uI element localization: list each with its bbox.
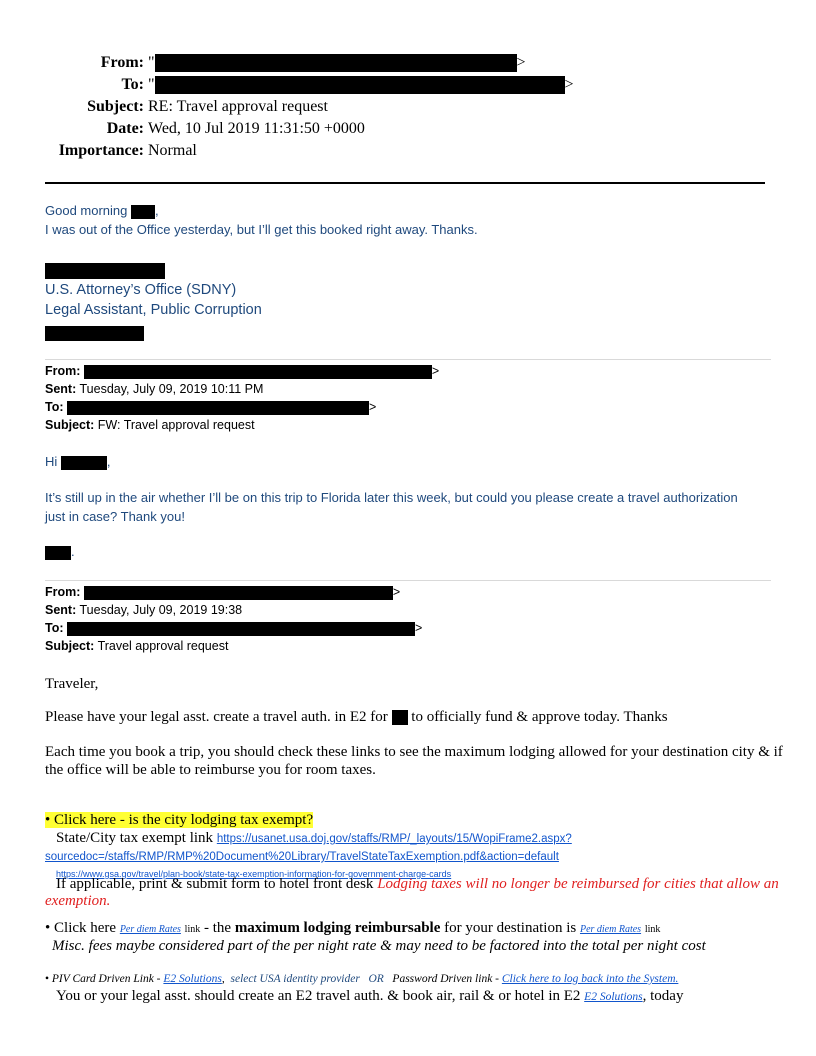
- e2-solutions-link[interactable]: E2 Solutions: [163, 973, 222, 985]
- redaction-block: [84, 365, 432, 379]
- header-from-row: From: " >: [0, 52, 816, 74]
- message-separator: [45, 580, 771, 581]
- fw1-greeting: Hi ,: [45, 454, 111, 469]
- fw1-to: To: >: [45, 400, 377, 414]
- header-subject: RE: Travel approval request: [148, 98, 328, 115]
- fw1-body-line: just in case? Thank you!: [45, 509, 185, 524]
- fw1-body-line: It’s still up in the air whether I’ll be on this trip to Florida later this week, but could you please create a travel authorization: [45, 490, 738, 505]
- header-to-row: To: " >: [0, 74, 816, 96]
- header-date-label: Date:: [106, 120, 144, 137]
- fw1-from: From: >: [45, 364, 440, 378]
- header-divider: [45, 182, 765, 184]
- signature-name-redaction: [45, 262, 165, 280]
- redaction-block: [131, 205, 155, 219]
- redaction-block: [45, 546, 71, 560]
- gsa-tax-exemption-link[interactable]: https://www.gsa.gov/travel/plan-book/state-tax-exemption-information-for-government-charge-cards: [56, 869, 452, 879]
- header-date-row: [0, 118, 816, 140]
- bullet-e2-login: • PIV Card Driven Link - E2 Solutions, select USA identity provider OR Password Driven link - Click here to log back into the System.: [45, 973, 679, 985]
- per-diem-note: Misc. fees maybe considered part of the per night rate & may need to be factored into the total per night cost: [52, 938, 706, 954]
- per-diem-link[interactable]: Per diem Rates: [119, 924, 181, 935]
- signature-phone-redaction: [45, 324, 144, 342]
- header-importance: Normal: [148, 142, 197, 159]
- fw2-sent: Sent: Tuesday, July 09, 2019 19:38: [45, 603, 243, 617]
- bullet-tax-exempt[interactable]: [45, 812, 313, 829]
- original-salutation: Traveler,: [45, 676, 99, 692]
- bullet-dot-icon: •: [45, 812, 51, 828]
- signature-role: Legal Assistant, Public Corruption: [45, 302, 262, 318]
- header-subject-row: [0, 96, 816, 118]
- tax-exempt-link-continued: [45, 847, 559, 865]
- redaction-block: [392, 710, 408, 725]
- per-diem-link[interactable]: Per diem Rates: [579, 924, 642, 935]
- redaction-block: [67, 622, 415, 636]
- fw2-subject: Subject: Travel approval request: [45, 639, 229, 653]
- fw1-signoff: .: [45, 544, 75, 560]
- original-paragraph-1: Please have your legal asst. create a travel auth. in E2 for to officially fund & approve today. Thanks: [45, 709, 668, 725]
- bullet-per-diem: • Click here Per diem Rates link - the maximum lodging reimbursable for your destination is Per diem Rates link: [45, 920, 661, 936]
- message-separator: [45, 359, 771, 360]
- tax-exempt-link-line: State/City tax exempt link https://usanet.usa.doj.gov/staffs/RMP/_layouts/15/WopiFrame2.aspx?: [56, 830, 572, 846]
- reply-greeting: Good morning ,: [45, 203, 159, 218]
- signature-org: U.S. Attorney’s Office (SDNY): [45, 282, 237, 298]
- fw1-sent: Sent: Tuesday, July 09, 2019 10:11 PM: [45, 382, 264, 396]
- fw1-subject: Subject: FW: Travel approval request: [45, 418, 255, 432]
- original-paragraph-2: Each time you book a trip, you should check these links to see the maximum lodging allowed for your destination city & if: [45, 744, 783, 760]
- bullet-dot-icon: •: [45, 973, 50, 985]
- e2-solutions-link[interactable]: E2 Solutions: [584, 991, 643, 1003]
- header-date: Wed, 10 Jul 2019 11:31:50 +0000: [148, 120, 365, 137]
- redaction-block: [84, 586, 393, 600]
- lodging-tax-warning: Lodging taxes will no longer be reimbursed for cities that allow an: [377, 876, 779, 892]
- password-login-link[interactable]: Click here to log back into the System.: [501, 973, 679, 985]
- fw2-to: To: >: [45, 621, 423, 635]
- tax-exempt-link[interactable]: https://usanet.usa.doj.gov/staffs/RMP/_layouts/15/WopiFrame2.aspx?: [216, 833, 572, 845]
- header-subject-label: Subject:: [87, 98, 144, 115]
- original-paragraph-2: the office will be able to reimburse you for room taxes.: [45, 762, 376, 778]
- lodging-tax-warning-continued: exemption.: [45, 893, 111, 909]
- redaction-block: [155, 54, 517, 72]
- email-header: [0, 0, 816, 170]
- redaction-block: [67, 401, 369, 415]
- tax-exempt-title: Click here - is the city lodging tax exempt?: [54, 812, 314, 828]
- header-to-label: To:: [121, 76, 144, 93]
- reply-line: I was out of the Office yesterday, but I’ll get this booked right away. Thanks.: [45, 222, 478, 237]
- redaction-block: [61, 456, 107, 470]
- fw2-from: From: >: [45, 585, 401, 599]
- e2-instructions: You or your legal asst. should create an E2 travel auth. & book air, rail & or hotel in E2 E2 Solutions, today: [56, 988, 684, 1004]
- header-from-label: From:: [100, 54, 144, 71]
- redaction-block: [155, 76, 565, 94]
- tax-exempt-link[interactable]: sourcedoc=/staffs/RMP/RMP%20Document%20Library/TravelStateTaxExemption.pdf&action=default: [45, 851, 559, 863]
- header-importance-row: [0, 140, 816, 162]
- bullet-dot-icon: •: [45, 920, 51, 936]
- header-importance-label: Importance:: [58, 142, 144, 159]
- tax-exempt-instructions: If applicable, print & submit form to hotel front desk Lodging taxes will no longer be reimbursed for cities that allow an: [56, 876, 779, 892]
